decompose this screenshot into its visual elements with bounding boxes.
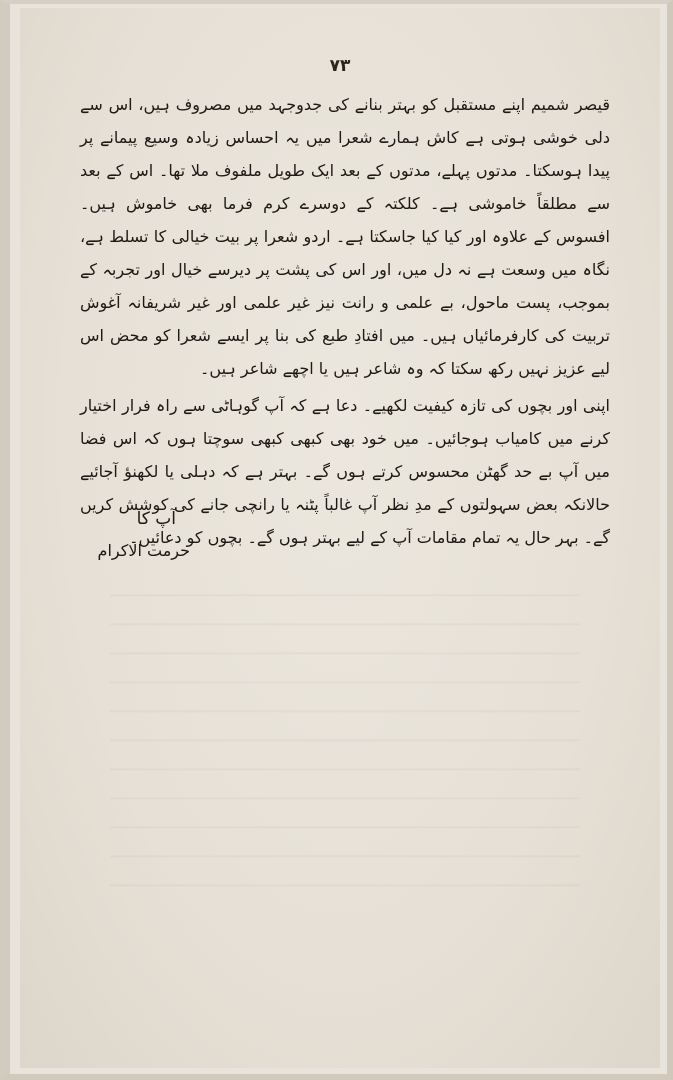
book-page bbox=[20, 8, 660, 1068]
closing-phrase: آپ کا bbox=[136, 509, 176, 529]
page-number: ۷۳ bbox=[329, 56, 351, 76]
letter-paragraph: قیصر شمیم اپنے مستقبل کو بہتر بنانے کی جدوجہد میں مصروف ہیں، اس سے دلی خوشی ہوتی ہے کاش ہمارے شعرا میں یہ احساس زیادہ وسیع پیمانے پر پیدا ہوسکتا۔ مدتوں پہلے، مدتوں کے بعد ایک طویل ملفوف ملا تھا۔ اس کے بعد سے مطلقاً خاموشی ہے۔ کلکتہ کے دوسرے کرم فرما بھی خاموش ہیں۔ افسوس کے علاوہ اور کیا کیا جاسکتا ہے۔ اردو شعرا پر بیت خیالی کا تسلط ہے، نگاہ میں وسعت ہے نہ دل میں، اور اس کی پشت پر دیرسے خیال اور تجربہ کے بموجب، پست ماحول، بے علمی و رانت نیز غیر علمی اور غیر شریفانہ آغوش تربیت کی کارفرمائیاں ہیں۔ میں افتادِ طبع کی بنا پر ایسے شعرا کو محض اس لیے عزیز نہیں رکھ سکتا کہ وہ شاعر ہیں یا اچھے شاعر ہیں۔ bbox=[80, 95, 610, 378]
letter-paragraph: اپنی اور بچوں کی تازہ کیفیت لکھیے۔ دعا ہے کہ آپ گوہاٹی سے راہ فرار اختیار کرنے میں کامیاب ہوجائیں۔ میں خود بھی کبھی کبھی سوچتا ہوں کہ اس فضا میں آپ بے حد گھٹن محسوس کرتے ہوں گے۔ بہتر ہے کہ دہلی یا لکھنؤ آجائیے حالانکہ بعض سہولتوں کے مدِ نظر آپ غالباً پٹنہ یا رانچی جانے کی کوشش کریں گے۔ بہر حال یہ تمام مقامات آپ کے لیے بہتر ہوں گے۔ بچوں کو دعائیں۔ bbox=[80, 396, 610, 547]
letter-body bbox=[80, 88, 610, 554]
reverse-side-bleed-through bbox=[110, 568, 580, 898]
signature-block bbox=[98, 504, 190, 568]
signatory-name: حرمت الاکرام bbox=[97, 541, 190, 560]
